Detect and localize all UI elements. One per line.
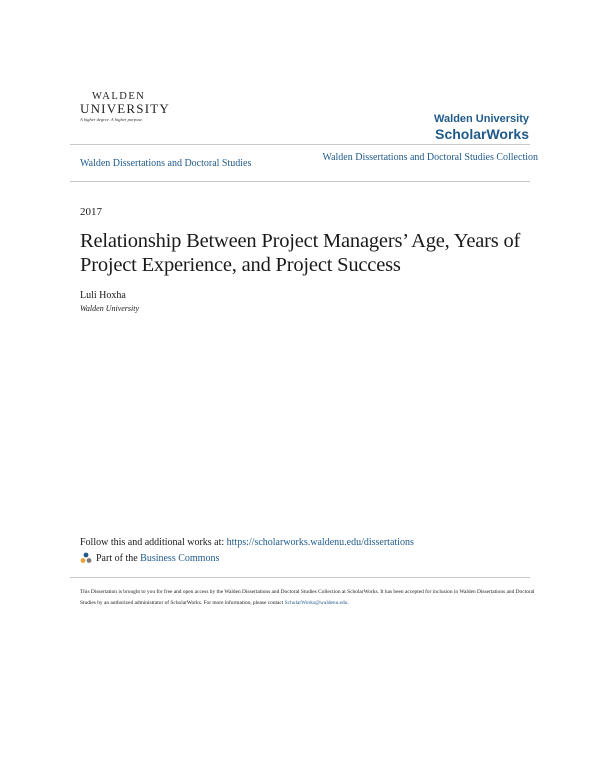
publication-year: 2017 [80, 206, 102, 218]
repository-brand[interactable]: ScholarWorks [435, 126, 529, 142]
business-commons-link[interactable]: Business Commons [140, 552, 220, 564]
series-link[interactable]: Walden Dissertations and Doctoral Studies [80, 158, 252, 169]
scholarworks-header[interactable] [434, 112, 529, 143]
part-of-line [80, 552, 219, 564]
footer-end: . [347, 600, 349, 606]
follow-label: Follow this and additional works at: [80, 537, 227, 548]
contact-email-link[interactable]: ScholarWorks@waldenu.edu [284, 600, 348, 606]
footer-text: This Dissertation is brought to you for free and open access by the Walden Dissertations and Doctoral Studies Collection at ScholarWorks. It has been accepted for inclusion in Walden Dissertations and Doctoral Studies by an authorized administrator of ScholarWorks. For more information, please contact [80, 589, 535, 606]
logo-tagline: A higher degree. A higher purpose. [80, 117, 144, 122]
header-divider-top [70, 144, 530, 145]
footer-divider [70, 577, 530, 578]
network-icon [80, 552, 92, 564]
part-of-label: Part of the [96, 552, 138, 564]
author-name: Luli Hoxha [80, 290, 126, 301]
document-title: Relationship Between Project Managers’ Age, Years of Project Experience, and Project Success [80, 230, 521, 276]
logo-line-2: UNIVERSITY [80, 101, 170, 116]
follow-line [80, 537, 414, 548]
footer-notice [80, 587, 535, 609]
header-divider-bottom [70, 181, 530, 182]
author-affiliation: Walden University [80, 304, 140, 313]
repository-name[interactable]: Walden University [434, 113, 529, 125]
follow-url-link[interactable]: https://scholarworks.waldenu.edu/dissertations [226, 537, 414, 548]
collection-link[interactable]: Walden Dissertations and Doctoral Studies Collection [322, 152, 538, 163]
walden-logo [80, 92, 190, 123]
logo-line-1: WALDEN [92, 91, 146, 102]
